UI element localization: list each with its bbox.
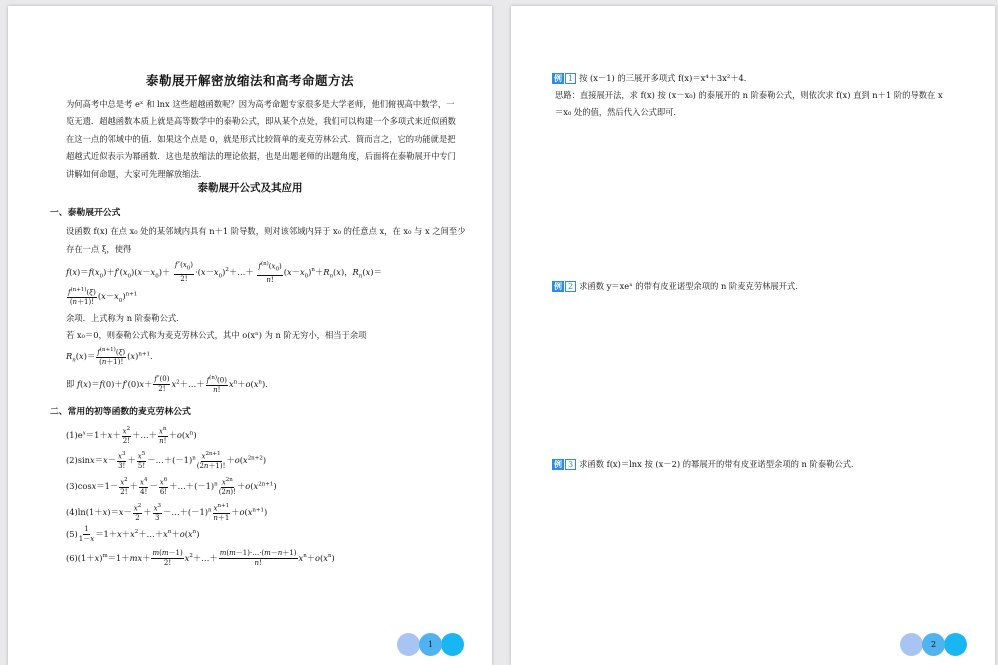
page-number: 1	[427, 640, 434, 649]
example-2-text: 求函数 y＝xeˣ 的带有皮亚诺型余项的 n 阶麦克劳林展开式．	[579, 281, 804, 291]
maclaurin-formula: 即 f(x)＝f(0)＋f′(0)x＋ $\frac{f''(0)}{2!}$ $x^2+\dots+$ $\frac{f^{(n)}(0)}{n!}$ $x^n+o(x^n)$.	[66, 375, 268, 395]
formula-cos: (3)cosx＝1－ $\frac{x^2}{2!}$ ＋ $\frac{x^4}{4!}$ － $\frac{x^6}{6!}$ $+\dots+(-1)^n$ $\frac{x^{2n}}{(2n)!}$ $+o(x^{2n+1})$	[66, 477, 277, 497]
page-number: 2	[930, 640, 937, 649]
maclaurin-note: 若 x₀＝0，则泰勒公式称为麦克劳林公式，其中 o(xⁿ) 为 n 阶无穷小，相当于余项	[66, 330, 367, 340]
section-subtitle: 泰勒展开公式及其应用	[197, 182, 303, 194]
example-number: 1	[565, 73, 576, 84]
example-1	[552, 72, 752, 84]
example-2	[552, 280, 804, 292]
section1-text-2: 存在一点 ξ，使得	[66, 244, 132, 254]
formula-ln: (4)ln(1＋x)＝x－ $\frac{x^2}{2}$ ＋ $\frac{x^3}{3}$ $-\dots+(-1)^n$ $\frac{x^{n+1}}{n+1}$ $+o(x^{n+1})$	[66, 503, 268, 523]
maclaurin-remainder: $R_n(x)=$ $\frac{f^{(n+1)}(\xi)}{(n+1)!}$ $(x)^{n+1}$.	[66, 347, 153, 367]
example-number: 3	[565, 459, 576, 470]
example-3-text: 求函数 f(x)＝lnx 按 (x－2) 的幂展开的带有皮亚诺型余项的 n 阶泰勒公式．	[579, 459, 860, 469]
document-page-2	[511, 6, 995, 665]
remainder-note: 余项．上式称为 n 阶泰勒公式．	[66, 313, 185, 323]
example-1-text: 按 (x－1) 的三展开多项式 f(x)＝x⁴＋3x²＋4．	[579, 73, 753, 83]
document-page-1	[8, 6, 492, 665]
example-number: 2	[565, 281, 576, 292]
page-title: 泰勒展开解密放缩法和高考命题方法	[145, 73, 354, 88]
formula-geometric: (5) $\frac{1}{1-x}$ $=1+x+x^2+\dots+x^n+o(x^n)$	[66, 525, 200, 543]
section-heading-1: 一、泰勒展开公式	[50, 208, 121, 218]
example-label: 例	[554, 73, 562, 83]
example-3	[552, 458, 859, 470]
formula-binomial: $(6)(1+x)^m=1+mx+$ $\frac{m(m-1)}{2!}$ $x^2+\dots+$ $\frac{m(m-1)\cdot\dots\cdot(m-n+1)}{n!}$ $x^n+o(x^n)$	[66, 549, 335, 567]
example-1-hint-2: ＝x₀ 处的值，然后代入公式即可．	[555, 107, 682, 117]
example-1-hint-1: 思路：直接展开法，求 f(x) 按 (x－x₀) 的泰展开的 n 阶泰勒公式，则依次求 f(x) 直到 n＋1 阶的导数在 x	[555, 90, 943, 100]
formula-sin: (2)sinx＝x－ $\frac{x^3}{3!}$ ＋ $\frac{x^5}{5!}$ $-\dots+(-1)^n$ $\frac{x^{2n+1}}{(2n+1)!}$ $+o(x^{2n+2})$	[66, 451, 267, 471]
taylor-formula: $f(x)=f(x_0)+f'(x_0)(x-x_0)+$ $\frac{f''(x_0)}{2!}$ $\cdot(x-x_0)^2+\dots+$ $\frac{f^{(n)}(x_0)}{n!}$ $(x-x_0)^n+R_n(x)$，$R_n(x)=$	[66, 261, 382, 284]
intro-paragraph: 为何高考中总是考 eˣ 和 lnx 这些超越函数呢？因为高考命题专家很多是大学老师，他们俯视高中数学，一览无遗．超越函数本质上就是高等数学中的泰勒公式，即从某个点处，我们可以构建一个多项式来近似函数在这一点的邻域中的值．如果这个点是 0，就是形式比较简单的麦克劳林公式．简而言之，它的功能就是把超越式近似表示为幂函数．这也是放缩法的理论依据，也是出题老师的出题角度，后面将在泰勒展开中专门讲解如何命题，大家可先理解放缩法．	[66, 99, 456, 179]
formula-exp: $(1)e^x=1+x+$ $\frac{x^2}{2!}$ ＋…＋ $\frac{x^n}{n!}$ $+o(x^n)$	[66, 426, 197, 446]
example-label: 例	[554, 281, 562, 291]
taylor-remainder: $\frac{f^{(n+1)}(\xi)}{(n+1)!}$ $(x-x_0)^{n+1}$	[68, 287, 138, 307]
example-label: 例	[554, 459, 562, 469]
section1-text-1: 设函数 f(x) 在点 x₀ 处的某邻域内具有 n＋1 阶导数，则对该邻域内异于 x₀ 的任意点 x，在 x₀ 与 x 之间至少	[66, 226, 466, 236]
section-heading-2: 二、常用的初等函数的麦克劳林公式	[50, 407, 191, 417]
